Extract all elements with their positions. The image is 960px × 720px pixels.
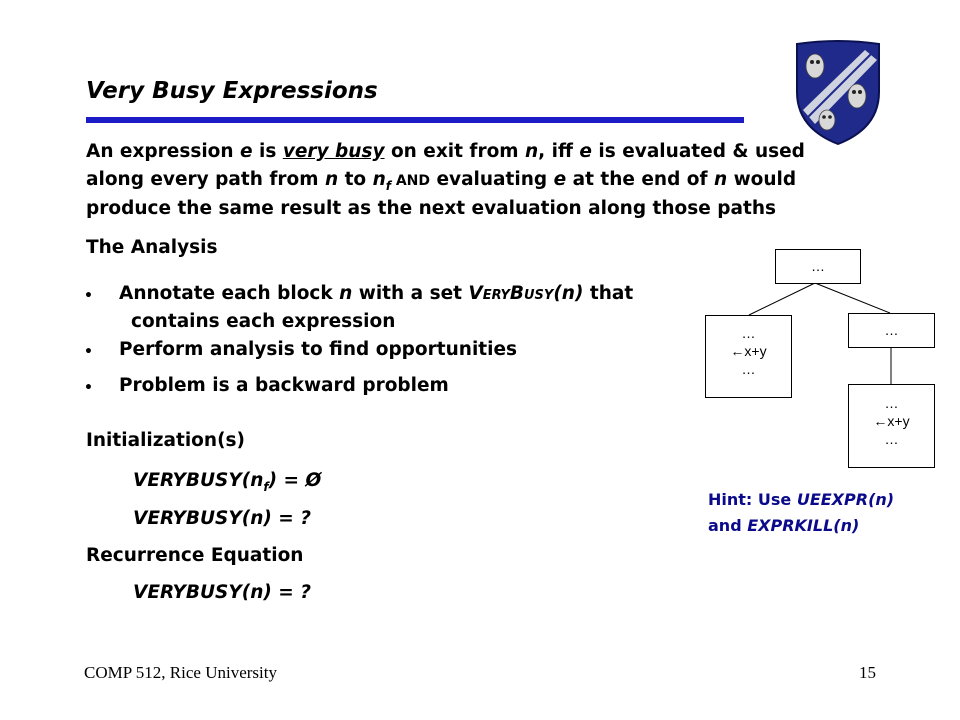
text: is [252, 141, 283, 162]
and-keyword: AND [390, 173, 431, 189]
analysis-heading: The Analysis [86, 237, 218, 258]
equation-recurrence: VERYBUSY(n) = ? [133, 582, 311, 603]
text: ←x+y [730, 343, 767, 359]
equation-init-n: VERYBUSY(n) = ? [133, 508, 311, 529]
text: on exit from [384, 141, 525, 162]
equation-init-exit [133, 470, 322, 494]
text: e [240, 141, 253, 162]
hint-note [708, 487, 894, 539]
bullet-1-continuation: contains each expression [131, 311, 396, 332]
cfg-block-right-bottom [848, 384, 935, 468]
bullet-1 [119, 283, 633, 304]
hint-line-1 [708, 487, 894, 513]
text: along every path from [86, 169, 325, 190]
cfg-block-right-top: … [848, 313, 935, 348]
definition-paragraph [86, 138, 805, 223]
bullet-3: Problem is a backward problem [119, 375, 449, 396]
verybusy-smallcaps [468, 283, 583, 304]
text: Hint: Use [708, 490, 797, 509]
text: e [579, 141, 592, 162]
text: … [884, 395, 899, 411]
text: with a set [352, 283, 469, 304]
very-busy-term: very busy [282, 141, 385, 162]
bullet-icon: • [84, 380, 93, 396]
cfg-block-top: … [775, 249, 861, 284]
text: UEEXPR(n) [796, 490, 895, 509]
page-number: 15 [859, 663, 876, 682]
subscript: f [263, 480, 269, 494]
text: n [324, 169, 339, 190]
hint-line-2 [708, 513, 894, 539]
text: USY [523, 288, 554, 303]
text: is evaluated & used [591, 141, 805, 162]
text: ←x+y [873, 413, 910, 429]
subscript: f [385, 179, 391, 193]
text: … [884, 431, 899, 447]
text: n [339, 283, 353, 304]
definition-line-3: produce the same result as the next evaluation along those paths [86, 198, 777, 219]
text: evaluating [430, 169, 554, 190]
recurrence-heading: Recurrence Equation [86, 545, 304, 566]
text: … [741, 325, 756, 341]
text: EXPRKILL(n) [747, 516, 860, 535]
text: … [741, 361, 756, 377]
title-rule [86, 117, 744, 123]
text: B [509, 283, 524, 304]
text: to [338, 169, 373, 190]
bullet-icon: • [84, 288, 93, 304]
slide-title: Very Busy Expressions [86, 78, 378, 104]
footer-course: COMP 512, Rice University [84, 663, 277, 682]
text: e [553, 169, 567, 190]
cfg-block-left [705, 315, 792, 398]
definition-line-1 [86, 138, 805, 166]
text: would [727, 169, 797, 190]
text: , iff [538, 141, 580, 162]
bullet-icon: • [84, 344, 93, 360]
text: n [713, 169, 728, 190]
text: n [372, 169, 386, 190]
text: ) = Ø [268, 470, 322, 491]
text: (n) [553, 283, 584, 304]
text: that [583, 283, 634, 304]
text: Annotate each block [119, 283, 340, 304]
text: V [468, 283, 483, 304]
rice-shield-logo [793, 40, 883, 146]
definition-line-2 [86, 166, 805, 195]
text: at the end of [566, 169, 714, 190]
text: An expression [86, 141, 241, 162]
initialization-heading: Initialization(s) [86, 430, 245, 451]
bullet-2: Perform analysis to find opportunities [119, 339, 518, 360]
text: n [525, 141, 539, 162]
text: and [708, 516, 748, 535]
text: ERY [482, 288, 510, 303]
text: VERYBUSY(n [133, 470, 264, 491]
